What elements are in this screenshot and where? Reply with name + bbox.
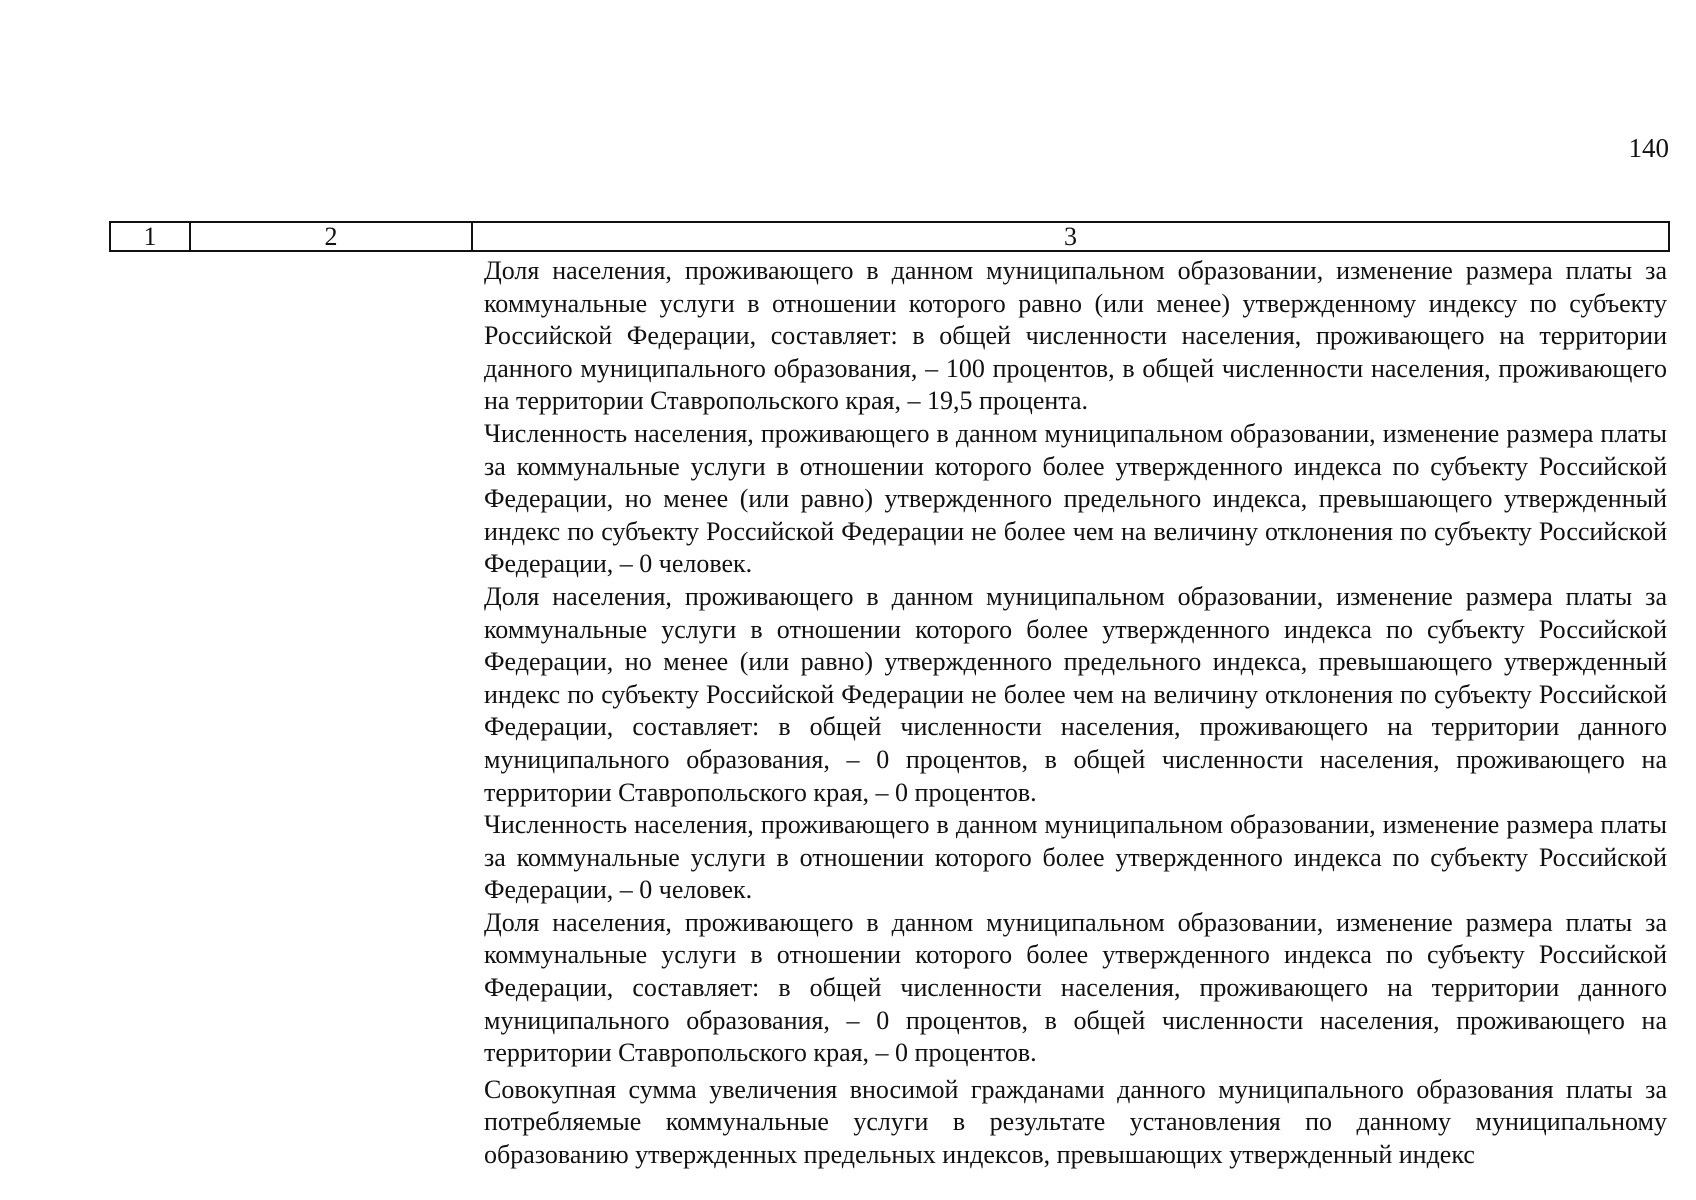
paragraph-share-above-index: Доля населения, проживающего в данном муниципальном образовании, изменение размера платы за коммунальные услуги в отношении которого более утвержденного индекса по субъекту Российской Федерации, но менее (или равно) утвержденного предельного индекса, превышающего утвержденный индекс по субъекту Российской Федерации не более чем на величину отклонения по субъекту Российской Федерации, составляет: в общей численности населения, проживающего на территории данного муниципального образования, – 0 процентов, в общей численности населения, проживающего на территории Ставропольского края, – 0 процентов. xyxy=(484,581,1667,807)
page-number: 140 xyxy=(1628,133,1669,163)
paragraph-share-above-index-total: Доля населения, проживающего в данном муниципальном образовании, изменение размера платы за коммунальные услуги в отношении которого более утвержденного индекса по субъекту Российской Федерации, составляет: в общей численности населения, проживающего на территории данного муниципального образования, – 0 процентов, в общей численности населения, проживающего на территории Ставропольского края, – 0 процентов. xyxy=(484,907,1667,1068)
paragraph-count-above-index: Численность населения, проживающего в данном муниципальном образовании, изменение размера платы за коммунальные услуги в отношении которого более утвержденного индекса по субъекту Российской Федерации, но менее (или равно) утвержденного предельного индекса, превышающего утвержденный индекс по субъекту Российской Федерации не более чем на величину отклонения по субъекту Российской Федерации, – 0 человек. xyxy=(484,418,1667,579)
paragraph-share-equal-index: Доля населения, проживающего в данном муниципальном образовании, изменение размера платы за коммунальные услуги в отношении которого равно (или менее) утвержденному индексу по субъекту Российской Федерации, составляет: в общей численности населения, проживающего на территории данного муниципального образования, – 100 процентов, в общей численности населения, проживающего на территории Ставропольского края, – 19,5 процента. xyxy=(484,256,1667,416)
table-header-row xyxy=(109,221,1670,252)
table-header-col-3: 3 xyxy=(1064,222,1077,251)
paragraph-count-above-index-total: Численность населения, проживающего в данном муниципальном образовании, изменение размера платы за коммунальные услуги в отношении которого более утвержденного индекса по субъекту Российской Федерации, – 0 человек. xyxy=(484,810,1667,905)
table-cell-text xyxy=(484,255,1667,1172)
table-header-col-2: 2 xyxy=(191,223,473,250)
paragraph-total-increase: Совокупная сумма увеличения вносимой гражданами данного муниципального образования платы за потребляемые коммунальные услуги в результате установления по данному муниципальному образованию утвержденных предельных индексов, превышающих утвержденный индекс xyxy=(484,1074,1667,1170)
table-header-col-1: 1 xyxy=(111,223,191,250)
